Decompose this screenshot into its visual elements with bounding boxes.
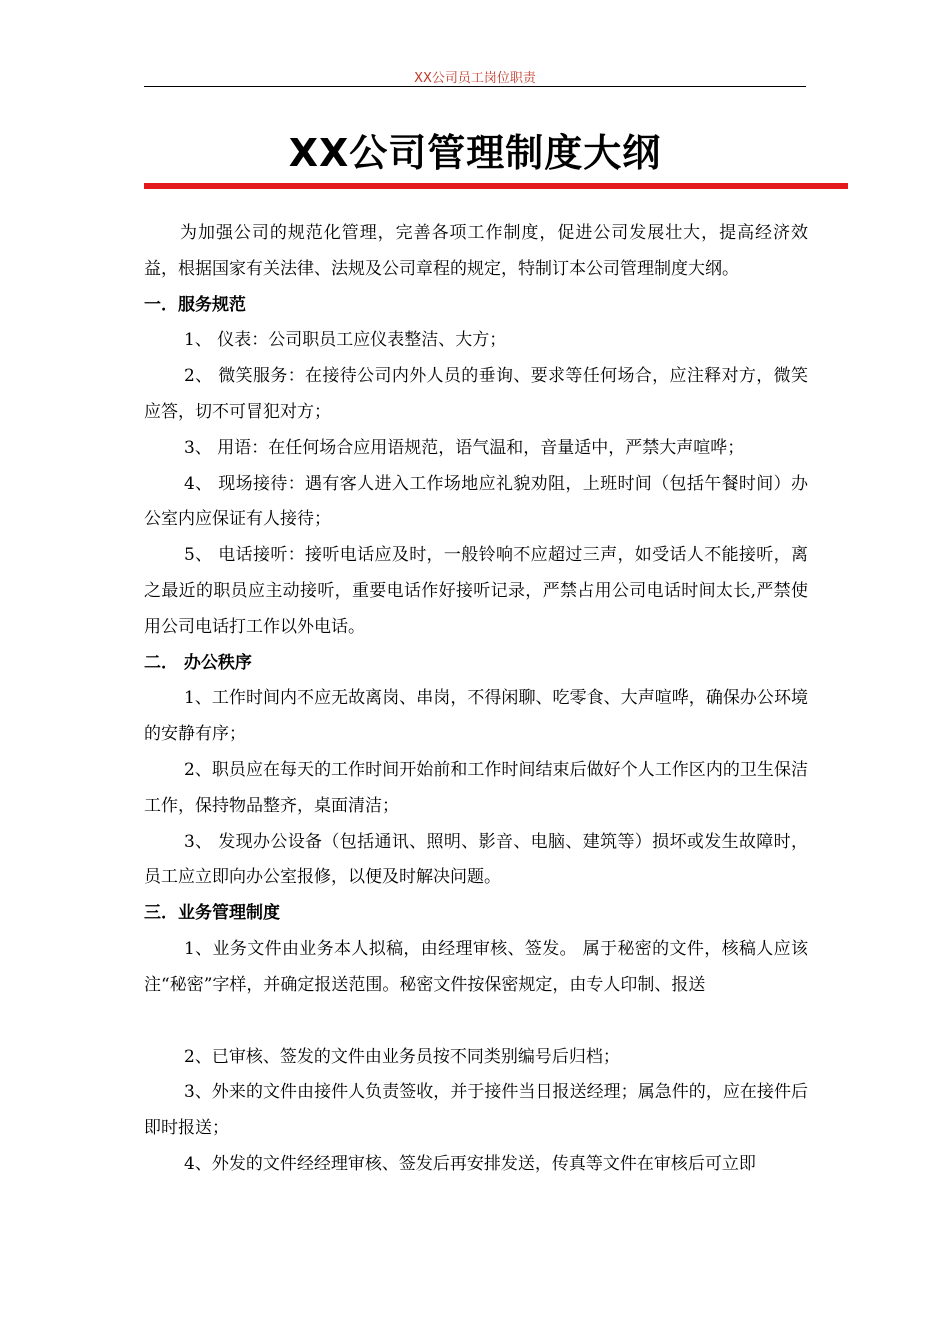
section-item: 1、 仪表：公司职员工应仪表整洁、大方； — [184, 330, 507, 351]
section-heading-service: 一．服务规范 — [144, 294, 246, 315]
section-item: 2、职员应在每天的工作时间开始前和工作时间结束后做好个人工作区内的卫生保洁工作，保持物品整齐，桌面清洁； — [144, 759, 808, 816]
section-item: 3、 用语：在任何场合应用语规范，语气温和，音量适中，严禁大声喧哗； — [184, 437, 745, 458]
document-title: XX公司管理制度大纲 — [288, 131, 662, 175]
section-item: 3、 发现办公设备（包括通讯、照明、影音、电脑、建筑等）损坏或发生故障时，员工应立即向办公室报修，以便及时解决问题。 — [144, 831, 808, 888]
section-item: 1、工作时间内不应无故离岗、串岗，不得闲聊、吃零食、大声喧哗，确保办公环境的安静有序； — [144, 688, 808, 745]
section-item: 3、外来的文件由接件人负责签收，并于接件当日报送经理；属急件的，应在接件后即时报送； — [144, 1082, 808, 1139]
intro-paragraph: 为加强公司的规范化管理，完善各项工作制度，促进公司发展壮大，提高经济效益，根据国家有关法律、法规及公司章程的规定，特制订本公司管理制度大纲。 — [144, 223, 808, 279]
section-heading-business: 三．业务管理制度 — [144, 903, 280, 924]
section-item: 5、 电话接听：接听电话应及时，一般铃响不应超过三声，如受话人不能接听，离之最近的职员应主动接听，重要电话作好接听记录，严禁占用公司电话时间太长,严禁使用公司电话打工作以外电话。 — [144, 545, 808, 637]
title-red-rule — [144, 183, 848, 189]
section-heading-office: 二． 办公秩序 — [144, 652, 252, 673]
section-item: 2、已审核、签发的文件由业务员按不同类别编号后归档； — [184, 1046, 620, 1067]
section-item: 4、 现场接待：遇有客人进入工作场地应礼貌劝阻，上班时间（包括午餐时间）办公室内应保证有人接待； — [144, 473, 808, 530]
document-body — [144, 216, 808, 1183]
section-item: 4、外发的文件经经理审核、签发后再安排发送，传真等文件在审核后可立即 — [184, 1153, 756, 1174]
running-header: XX公司员工岗位职责 — [414, 71, 536, 86]
header-rule — [144, 86, 806, 87]
section-item: 2、 微笑服务：在接待公司内外人员的垂询、要求等任何场合，应注释对方，微笑应答，切不可冒犯对方； — [144, 366, 808, 422]
section-item: 1、业务文件由业务本人拟稿，由经理审核、签发。 属于秘密的文件，核稿人应该注“秘密”字样，并确定报送范围。秘密文件按保密规定，由专人印制、报送 — [144, 938, 808, 995]
paragraph-gap — [144, 1004, 808, 1040]
